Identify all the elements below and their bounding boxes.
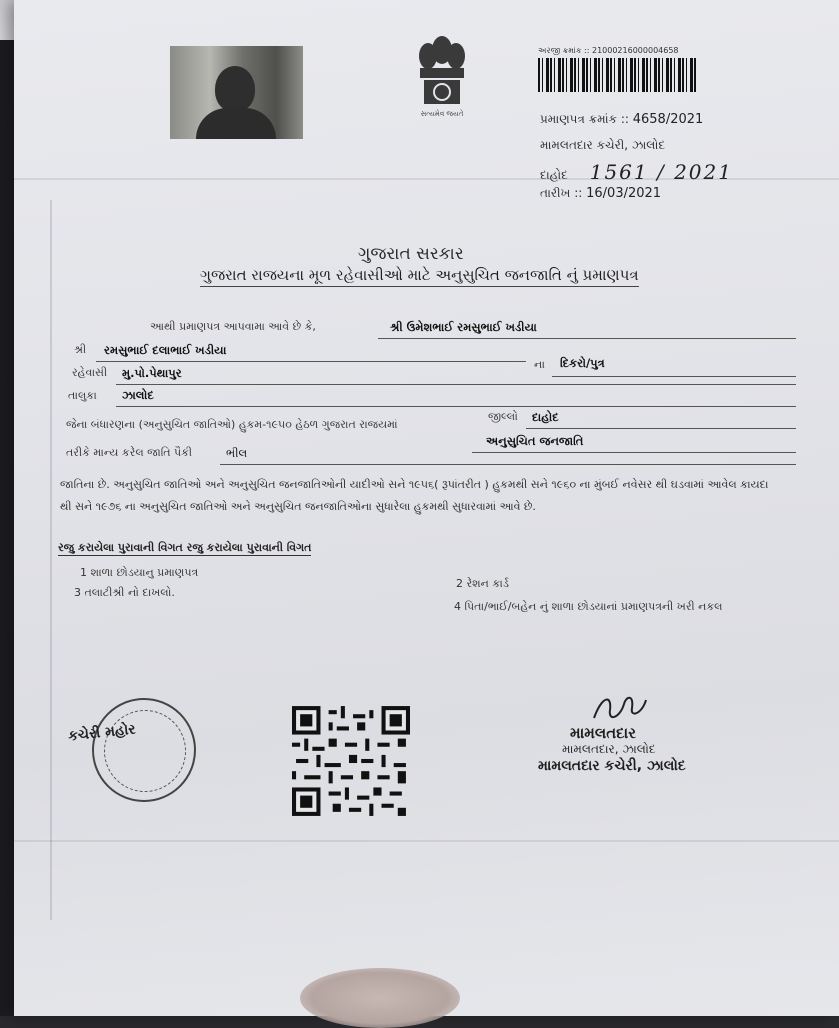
resident-label: રહેવાસી [72,366,108,379]
district-line [526,428,796,429]
father-name-line [96,361,526,362]
caste-label: તરીકે માન્ય કરેલ જાતિ પૈકી [66,446,193,459]
shri-label: શ્રી [74,343,87,356]
evidence-item: 1 શાળા છોડયાનુ પ્રમાણપત્ર [80,566,199,579]
certificate-title: ગુજરાત રાજયના મૂળ રહેવાસીઓ માટે અનુસુચિત જનજાતિ નું પ્રમાણપત્ર [200,266,639,287]
district: દાહોદ [532,410,559,424]
photo-head [215,66,255,112]
dahod-row [540,160,733,184]
person-name: શ્રી ઉમેશભાઈ રમસુભાઈ ખડીયા [390,320,537,334]
certificate-number: 4658/2021 [632,112,704,127]
paper-edge [50,200,52,920]
date-value: 16/03/2021 [586,186,662,201]
signature-scribble-icon [590,688,650,728]
date-row [540,186,661,201]
office-seal-icon [92,698,196,802]
paper-fold [14,840,839,842]
qr-code-icon [292,706,410,816]
signatory-title: મામલતદાર [570,724,636,742]
seal-text: કચેરી મહોર [67,721,137,745]
category: અનુસુચિત જનજાતિ [486,434,584,448]
thumb-finger [300,968,460,1028]
taluka-line [116,406,796,407]
na-label: ના [534,358,545,371]
applicant-photo [170,46,303,139]
relation: દિકરો/પુત્ર [560,356,605,370]
certificate-number-label: પ્રમાણપત્ર ક્રમાંક :: [540,112,629,126]
person-name-line [378,338,796,339]
date-label: તારીખ :: [540,186,583,200]
government-title: ગુજરાત સરકાર [358,244,464,264]
caste-line [220,464,796,465]
evidence-heading: રજુ કરાયેલા પુરાવાની વિગત રજુ કરાયેલા પુરાવાની વિગત [58,541,312,554]
evidence-item: 2 રેશન કાર્ડ [456,577,509,590]
district-label: જીલ્લો [488,410,518,423]
taluka-label: તાલુકા [68,389,97,402]
evidence-item: 4 પિતા/ભાઈ/બહેન નું શાળા છોડયાનાં પ્રમાણપત્રની ખરી નકલ [454,600,723,613]
dahod-handwritten-number: 1561 / 2021 [589,160,733,184]
barcode-icon [538,58,698,92]
category-line [472,452,796,453]
dahod-label: દાહોદ [540,168,568,182]
signatory-office: મામલતદાર કચેરી, ઝાલોદ [538,758,686,774]
certificate-number-row [540,112,703,127]
village-line [116,384,796,385]
legal-paragraph: જાતિના છે. અનુસુચિત જાતિઓ અને અનુસુચિત જનજાતિઓની યાદીઓ સને ૧૯૫૬( રૂપાંતરીત ) હુકમથી સને ૧૯૬૦ ના મુંબઈ નવેસર થી ઘડવામાં આવેલ કાયદા થી સને ૧૯૭૬ ના અનુસુચિત જાતિઓ અને અનુસુચિત જનજાતિઓના સુધારેલા હુકમથી સુધારવામાં આવે છે. [60,478,769,513]
emblem-caption: સત્યમેવ જયતે [420,110,464,118]
village: મુ.પો.પેથાપુર [122,366,182,380]
order-text: જેના બંધારણના (અનુસુચિત જાતિઓ) હુકમ-૧૯૫૦ હેઠળ ગુજરાત રાજયમાં [66,418,398,431]
office-name: મામલતદાર કચેરી, ઝાલોદ [540,138,666,152]
barcode-number: અરજી ક્રમાંક :: 21000216000004658 [538,46,679,55]
photo-body [196,108,276,139]
relation-line [552,376,796,377]
national-emblem-icon [410,28,474,116]
evidence-item: 3 તલાટીશ્રી નો દાખલો. [74,586,175,599]
signatory-stamp-line: મામલતદાર, ઝાલોદ [562,742,656,756]
father-name: રમસુભાઈ દલાભાઈ ખડીયા [104,343,227,357]
taluka: ઝાલોદ [122,388,154,402]
caste: ભીલ [226,446,248,460]
certify-text: આથી પ્રમાણપત્ર આપવામા આવે છે કે, [150,320,316,333]
